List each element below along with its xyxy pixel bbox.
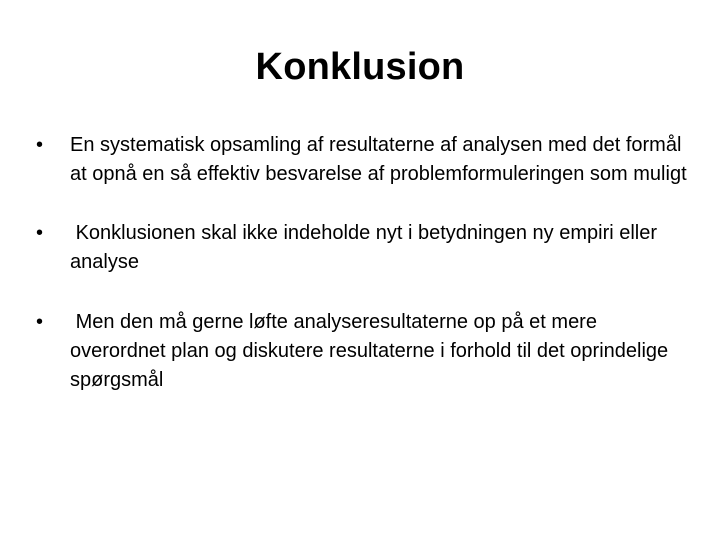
bullet-list [36, 131, 696, 395]
bullet-item [36, 219, 696, 277]
bullet-item [36, 308, 696, 395]
bullet-icon: • [36, 311, 44, 333]
bullet-item [36, 131, 696, 189]
bullet-icon: • [36, 134, 44, 156]
bullet-text: Men den må gerne løfte analyseresultaterne op på et mere overordnet plan og diskutere resultaterne i forhold til det oprindelige spørgsmål [70, 311, 674, 391]
bullet-icon: • [36, 222, 44, 244]
bullet-text: En systematisk opsamling af resultaterne af analysen med det formål at opnå en så effektiv besvarelse af problemformuleringen som muligt [70, 134, 687, 185]
bullet-text: Konklusionen skal ikke indeholde nyt i betydningen ny empiri eller analyse [70, 222, 663, 273]
slide-title: Konklusion [255, 46, 465, 88]
